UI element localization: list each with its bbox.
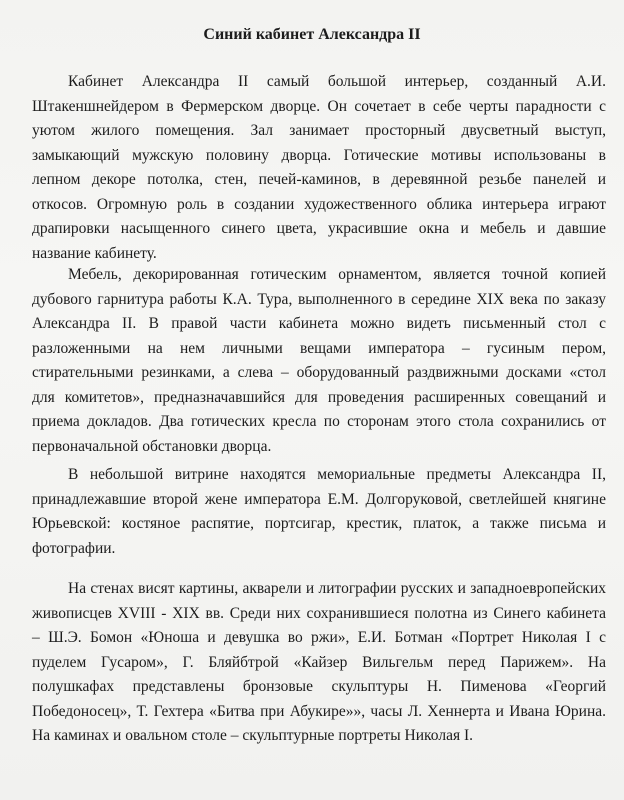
text-line: принадлежавшие второй жене императора Е.М. Долгоруковой, светлейшей княгине <box>32 490 606 508</box>
text-line: первоначальной обстановки дворца. <box>32 437 272 455</box>
document-title: Синий кабинет Александра II <box>203 26 421 43</box>
text-line: Александра II. В правой части кабинета можно видеть письменный стол с <box>32 315 606 332</box>
paragraph-2 <box>32 263 606 459</box>
text-line: – Ш.Э. Бомон «Юноша и девушка во ржи», Е.И. Ботман «Портрет Николая I с <box>32 629 606 646</box>
text-line: В небольшой витрине находятся мемориальные предметы Александра II, <box>68 466 606 483</box>
text-line: для комитетов», предназначавшийся для проведения расширенных совещаний и <box>32 388 606 406</box>
text-line: уютом жилого помещения. Зал занимает просторный двусветный выступ, <box>32 122 606 139</box>
text-line: Штакеншнейдером в Фермерском дворце. Он сочетает в себе черты парадности с <box>32 97 606 115</box>
text-line: Победоносец», Т. Гехтера «Битва при Абукире»», часы Л. Хеннерта и Ивана Юрина. <box>32 702 606 720</box>
paragraph-1 <box>32 70 606 266</box>
text-line: откосов. Огромную роль в создании художественного облика интерьера играют <box>32 195 606 213</box>
text-line: драпировки насыщенного синего цвета, украсившие окна и мебель и давшие <box>32 220 606 237</box>
text-line: полушкафах представлены бронзовые скульптуры Н. Пименова «Георгий <box>32 678 606 695</box>
text-line: замыкающий мужскую половину дворца. Готические мотивы использованы в <box>32 146 606 164</box>
paragraph-3 <box>32 463 606 561</box>
text-line: Мебель, декорированная готическим орнаментом, является точной копией <box>68 266 606 283</box>
text-line: лепном декоре потолка, стен, печей-каминов, в деревянной резьбе панелей и <box>32 171 606 188</box>
text-line: дубового гарнитура работы К.А. Тура, выполненного в середине XIX века по заказу <box>32 290 606 308</box>
text-line: На стенах висят картины, акварели и литографии русских и западноевропейских <box>68 580 606 597</box>
text-line: Кабинет Александра II самый большой интерьер, созданный А.И. <box>68 73 606 90</box>
text-line: разложенными на нем личными вещами императора – гусиным пером, <box>32 339 606 357</box>
text-line: Юрьевской: костяное распятие, портсигар, крестик, платок, а также письма и <box>32 515 606 532</box>
text-line: живописцев XVIII - XIX вв. Среди них сохранившиеся полотна из Синего кабинета <box>32 604 606 622</box>
text-line: фотографии. <box>32 539 116 557</box>
text-line: стирательными резинками, а слева – оборудованный раздвижными досками «стол <box>32 364 606 381</box>
text-line: На каминах и овальном столе – скульптурные портреты Николая I. <box>32 727 473 744</box>
text-line: приема докладов. Два готических кресла по сторонам этого стола сохранились от <box>32 413 606 430</box>
paragraph-4 <box>32 577 606 749</box>
text-line: пуделем Гусаром», Г. Бляйбтрой «Кайзер Вильгельм перед Парижем». На <box>32 653 606 671</box>
text-line: название кабинету. <box>32 244 157 262</box>
